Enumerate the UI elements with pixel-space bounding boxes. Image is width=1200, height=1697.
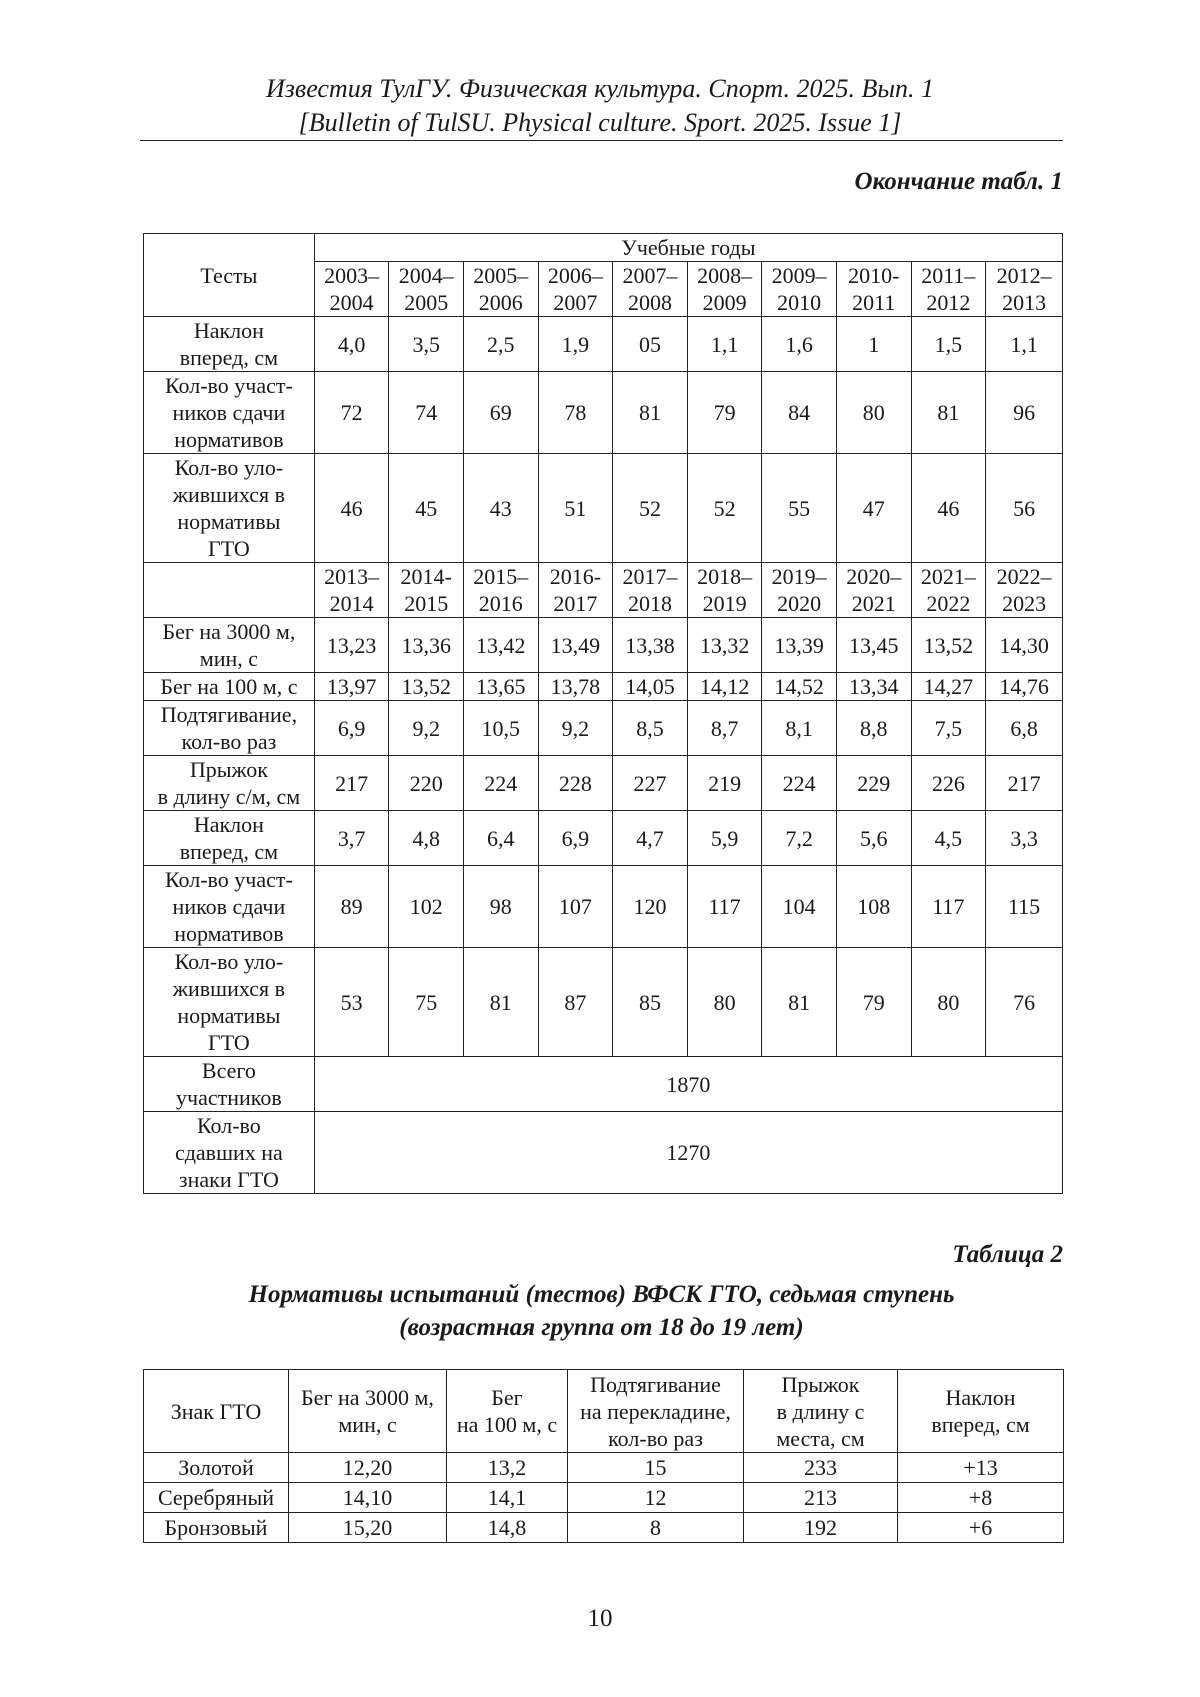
total-label-cell bbox=[144, 1057, 315, 1112]
column-header-cell bbox=[447, 1370, 568, 1453]
year-label: 2014 bbox=[329, 591, 374, 616]
value-cell: 229 bbox=[836, 756, 911, 811]
row-label-line: ников сдачи bbox=[172, 400, 286, 425]
column-header-line: вперед, см bbox=[931, 1412, 1030, 1437]
year-label: 2005– bbox=[473, 263, 529, 288]
table-row bbox=[144, 1483, 1064, 1513]
value-cell: 227 bbox=[613, 756, 688, 811]
row-label-line: Всего bbox=[201, 1058, 256, 1083]
year-label: 2013– bbox=[324, 564, 380, 589]
value-cell: 9,2 bbox=[389, 701, 464, 756]
year-label: 2005 bbox=[404, 290, 449, 315]
value-cell: 81 bbox=[463, 948, 538, 1057]
value-cell: 8,5 bbox=[613, 701, 688, 756]
year-label: 2011– bbox=[921, 263, 976, 288]
value-cell: 6,4 bbox=[463, 811, 538, 866]
value-cell: 84 bbox=[762, 372, 837, 454]
year-cell bbox=[687, 262, 762, 317]
value-cell: 4,7 bbox=[613, 811, 688, 866]
running-header-line-1: Известия ТулГУ. Физическая культура. Спорт. 2025. Вып. 1 bbox=[265, 74, 934, 103]
value-cell: 89 bbox=[314, 866, 389, 948]
year-label: 2017 bbox=[553, 591, 598, 616]
table-row bbox=[144, 372, 1063, 454]
value-cell: 78 bbox=[538, 372, 613, 454]
row-label-line: вперед, см bbox=[179, 839, 279, 864]
total-row bbox=[144, 1057, 1063, 1112]
value-cell: 12 bbox=[568, 1483, 744, 1513]
year-label: 2019 bbox=[702, 591, 747, 616]
value-cell: 1,1 bbox=[687, 317, 762, 372]
year-cell bbox=[463, 262, 538, 317]
row-label-line: Прыжок bbox=[189, 757, 268, 782]
value-cell: 13,49 bbox=[538, 618, 613, 673]
norms-table bbox=[143, 1369, 1064, 1543]
year-label: 2007 bbox=[553, 290, 598, 315]
year-label: 2015 bbox=[404, 591, 449, 616]
value-cell: 14,12 bbox=[687, 673, 762, 701]
value-cell: 13,52 bbox=[911, 618, 986, 673]
column-header-line: Бег на 3000 м, bbox=[301, 1385, 434, 1410]
row-label-line: нормативы bbox=[177, 1003, 281, 1028]
value-cell: 81 bbox=[762, 948, 837, 1057]
year-cell bbox=[463, 563, 538, 618]
value-cell: 52 bbox=[613, 454, 688, 563]
row-label-line: вперед, см bbox=[179, 345, 279, 370]
value-cell: 74 bbox=[389, 372, 464, 454]
year-label: 2022– bbox=[996, 564, 1052, 589]
row-label-cell bbox=[144, 701, 315, 756]
value-cell: 8,1 bbox=[762, 701, 837, 756]
value-cell: 51 bbox=[538, 454, 613, 563]
table-header-row bbox=[144, 1370, 1064, 1453]
value-cell: 53 bbox=[314, 948, 389, 1057]
value-cell: 117 bbox=[911, 866, 986, 948]
value-cell: 98 bbox=[463, 866, 538, 948]
row-label-line: нормативов bbox=[174, 921, 284, 946]
year-label: 2012 bbox=[926, 290, 971, 315]
year-label: 2008 bbox=[627, 290, 672, 315]
row-label-line: сдавших на bbox=[174, 1140, 283, 1165]
column-header-cell bbox=[898, 1370, 1064, 1453]
row-label-line: ГТО bbox=[208, 1030, 250, 1055]
value-cell: 13,36 bbox=[389, 618, 464, 673]
value-cell: 13,39 bbox=[762, 618, 837, 673]
value-cell: 3,3 bbox=[986, 811, 1063, 866]
value-cell: 13,65 bbox=[463, 673, 538, 701]
value-cell: 120 bbox=[613, 866, 688, 948]
value-cell: 108 bbox=[836, 866, 911, 948]
value-cell: 5,9 bbox=[687, 811, 762, 866]
table-row bbox=[144, 756, 1063, 811]
page-number: 10 bbox=[587, 1605, 613, 1632]
value-cell: 14,27 bbox=[911, 673, 986, 701]
row-label-cell bbox=[144, 756, 315, 811]
row-label-line: Кол-во bbox=[196, 1113, 261, 1138]
table-row bbox=[144, 317, 1063, 372]
value-cell: 10,5 bbox=[463, 701, 538, 756]
value-cell: 45 bbox=[389, 454, 464, 563]
table-row bbox=[144, 1453, 1064, 1483]
value-cell: 2,5 bbox=[463, 317, 538, 372]
year-cell bbox=[986, 563, 1063, 618]
row-label-line: ГТО bbox=[208, 536, 250, 561]
value-cell: 233 bbox=[744, 1453, 898, 1483]
value-cell: 224 bbox=[762, 756, 837, 811]
value-cell: 14,1 bbox=[447, 1483, 568, 1513]
year-cell bbox=[314, 563, 389, 618]
row-label-line: жившихся в bbox=[172, 482, 285, 507]
year-label: 2022 bbox=[926, 591, 971, 616]
value-cell: 8,7 bbox=[687, 701, 762, 756]
value-cell: 79 bbox=[836, 948, 911, 1057]
year-label: 2023 bbox=[1002, 591, 1047, 616]
year-cell bbox=[389, 563, 464, 618]
total-value-cell: 1270 bbox=[314, 1112, 1062, 1194]
year-cell bbox=[613, 563, 688, 618]
year-cell bbox=[836, 262, 911, 317]
year-label: 2018 bbox=[627, 591, 672, 616]
row-label-cell bbox=[144, 618, 315, 673]
row-label-line: Кол-во участ- bbox=[164, 373, 293, 398]
table-row bbox=[144, 701, 1063, 756]
value-cell: +8 bbox=[898, 1483, 1064, 1513]
value-cell: 85 bbox=[613, 948, 688, 1057]
column-header-line: Наклон bbox=[945, 1385, 1016, 1410]
row-label-line: нормативов bbox=[174, 427, 284, 452]
year-label: 2010- bbox=[848, 263, 900, 288]
value-cell: +13 bbox=[898, 1453, 1064, 1483]
header-rule bbox=[140, 140, 1063, 141]
year-label: 2003– bbox=[324, 263, 380, 288]
year-cell bbox=[613, 262, 688, 317]
value-cell: 102 bbox=[389, 866, 464, 948]
row-label-line: нормативы bbox=[177, 509, 281, 534]
value-cell: 13,97 bbox=[314, 673, 389, 701]
years-row bbox=[144, 563, 1063, 618]
year-cell bbox=[911, 563, 986, 618]
year-label: 2018– bbox=[697, 564, 753, 589]
year-cell bbox=[762, 262, 837, 317]
table2-title-line-1: Нормативы испытаний (тестов) ВФСК ГТО, седьмая ступень bbox=[248, 1281, 955, 1308]
year-label: 2015– bbox=[473, 564, 529, 589]
value-cell: 69 bbox=[463, 372, 538, 454]
value-cell: 213 bbox=[744, 1483, 898, 1513]
value-cell: 3,7 bbox=[314, 811, 389, 866]
value-cell: 7,2 bbox=[762, 811, 837, 866]
value-cell: 220 bbox=[389, 756, 464, 811]
row-label-line: мин, с bbox=[199, 646, 259, 671]
table-row bbox=[144, 866, 1063, 948]
table-header-row bbox=[144, 234, 1063, 262]
value-cell: 81 bbox=[911, 372, 986, 454]
value-cell: 192 bbox=[744, 1513, 898, 1543]
column-header-cell bbox=[568, 1370, 744, 1453]
year-cell bbox=[986, 262, 1063, 317]
column-header-line: Бег bbox=[491, 1385, 523, 1410]
year-label: 2006– bbox=[547, 263, 603, 288]
value-cell: 52 bbox=[687, 454, 762, 563]
year-label: 2020– bbox=[846, 564, 902, 589]
table2-title-line-2: (возрастная группа от 18 до 19 лет) bbox=[399, 1314, 804, 1341]
value-cell: 15,20 bbox=[289, 1513, 447, 1543]
value-cell: 13,78 bbox=[538, 673, 613, 701]
value-cell: 3,5 bbox=[389, 317, 464, 372]
value-cell: 228 bbox=[538, 756, 613, 811]
column-header-cell bbox=[744, 1370, 898, 1453]
table-row bbox=[144, 454, 1063, 563]
column-header-line: Прыжок bbox=[781, 1371, 860, 1397]
value-cell: 5,6 bbox=[836, 811, 911, 866]
year-label: 2013 bbox=[1002, 290, 1047, 315]
table-row bbox=[144, 811, 1063, 866]
value-cell: 72 bbox=[314, 372, 389, 454]
years-header-cell: Учебные годы bbox=[314, 234, 1062, 262]
value-cell: 81 bbox=[613, 372, 688, 454]
value-cell: 47 bbox=[836, 454, 911, 563]
value-cell: 13,52 bbox=[389, 673, 464, 701]
row-label-line: Бег на 100 м, с bbox=[160, 674, 298, 699]
value-cell: 8,8 bbox=[836, 701, 911, 756]
year-label: 2012– bbox=[996, 263, 1052, 288]
value-cell: 13,34 bbox=[836, 673, 911, 701]
value-cell: 13,45 bbox=[836, 618, 911, 673]
table1-caption: Окончание табл. 1 bbox=[854, 168, 1063, 195]
column-header-cell bbox=[289, 1370, 447, 1453]
column-header-line: на 100 м, с bbox=[456, 1412, 558, 1437]
year-cell bbox=[314, 262, 389, 317]
table2-title bbox=[140, 1278, 1063, 1344]
year-label: 2006 bbox=[478, 290, 523, 315]
year-label: 2021– bbox=[920, 564, 976, 589]
value-cell: 56 bbox=[986, 454, 1063, 563]
total-label-cell bbox=[144, 1112, 315, 1194]
row-label-line: ников сдачи bbox=[172, 894, 286, 919]
year-label: 2014- bbox=[400, 564, 452, 589]
table-row bbox=[144, 618, 1063, 673]
value-cell: 117 bbox=[687, 866, 762, 948]
year-cell bbox=[911, 262, 986, 317]
value-cell: 14,8 bbox=[447, 1513, 568, 1543]
year-label: 2020 bbox=[777, 591, 822, 616]
value-cell: 14,10 bbox=[289, 1483, 447, 1513]
year-label: 2016- bbox=[549, 564, 602, 589]
row-label-cell bbox=[144, 454, 315, 563]
row-label-line: Бег на 3000 м, bbox=[162, 619, 296, 644]
value-cell: 1 bbox=[836, 317, 911, 372]
year-cell bbox=[687, 563, 762, 618]
total-row bbox=[144, 1112, 1063, 1194]
value-cell: 6,9 bbox=[314, 701, 389, 756]
year-label: 2007– bbox=[622, 263, 678, 288]
value-cell: 96 bbox=[986, 372, 1063, 454]
value-cell: 12,20 bbox=[289, 1453, 447, 1483]
value-cell: 226 bbox=[911, 756, 986, 811]
value-cell: 14,76 bbox=[986, 673, 1063, 701]
year-label: 2008– bbox=[697, 263, 753, 288]
row-label-line: Подтягивание, bbox=[160, 702, 298, 727]
value-cell: 217 bbox=[986, 756, 1063, 811]
value-cell: 115 bbox=[986, 866, 1063, 948]
value-cell: 1,9 bbox=[538, 317, 613, 372]
badge-name-cell: Золотой bbox=[144, 1453, 289, 1483]
value-cell: 107 bbox=[538, 866, 613, 948]
value-cell: 1,5 bbox=[911, 317, 986, 372]
running-header bbox=[140, 72, 1060, 140]
year-cell bbox=[836, 563, 911, 618]
value-cell: 217 bbox=[314, 756, 389, 811]
row-label-line: в длину с/м, см bbox=[157, 784, 301, 809]
year-label: 2004– bbox=[398, 263, 454, 288]
year-cell bbox=[538, 563, 613, 618]
table-row bbox=[144, 1513, 1064, 1543]
year-label: 2009– bbox=[771, 263, 827, 288]
value-cell: 8 bbox=[568, 1513, 744, 1543]
value-cell: 13,38 bbox=[613, 618, 688, 673]
column-header-line: места, см bbox=[776, 1425, 865, 1451]
year-cell bbox=[389, 262, 464, 317]
column-header-line: мин, с bbox=[338, 1412, 397, 1437]
row-label-cell bbox=[144, 948, 315, 1057]
value-cell: 6,8 bbox=[986, 701, 1063, 756]
running-header-line-2: [Bulletin of TulSU. Physical culture. Sport. 2025. Issue 1] bbox=[298, 108, 902, 137]
value-cell: 43 bbox=[463, 454, 538, 563]
value-cell: 1,1 bbox=[986, 317, 1063, 372]
value-cell: 05 bbox=[613, 317, 688, 372]
value-cell: 14,30 bbox=[986, 618, 1063, 673]
value-cell: 14,05 bbox=[613, 673, 688, 701]
value-cell: 104 bbox=[762, 866, 837, 948]
value-cell: 75 bbox=[389, 948, 464, 1057]
value-cell: 87 bbox=[538, 948, 613, 1057]
value-cell: 79 bbox=[687, 372, 762, 454]
empty-label-cell bbox=[144, 563, 315, 618]
year-cell bbox=[538, 262, 613, 317]
badge-name-cell: Серебряный bbox=[144, 1483, 289, 1513]
badge-name-cell: Бронзовый bbox=[144, 1513, 289, 1543]
value-cell: 9,2 bbox=[538, 701, 613, 756]
column-header-line: Подтягивание bbox=[590, 1371, 721, 1397]
year-label: 2010 bbox=[777, 290, 822, 315]
year-label: 2019– bbox=[771, 564, 827, 589]
year-label: 2011 bbox=[852, 290, 896, 315]
value-cell: 14,52 bbox=[762, 673, 837, 701]
value-cell: 80 bbox=[911, 948, 986, 1057]
value-cell: 15 bbox=[568, 1453, 744, 1483]
value-cell: 80 bbox=[836, 372, 911, 454]
row-label-cell bbox=[144, 673, 315, 701]
total-value-cell: 1870 bbox=[314, 1057, 1062, 1112]
row-label-line: жившихся в bbox=[172, 976, 285, 1001]
value-cell: 7,5 bbox=[911, 701, 986, 756]
value-cell: 55 bbox=[762, 454, 837, 563]
value-cell: 13,2 bbox=[447, 1453, 568, 1483]
row-label-line: Кол-во участ- bbox=[164, 867, 293, 892]
value-cell: 4,5 bbox=[911, 811, 986, 866]
row-label-line: Кол-во уло- bbox=[174, 949, 284, 974]
row-label-line: Наклон bbox=[193, 812, 264, 837]
year-label: 2009 bbox=[702, 290, 747, 315]
value-cell: 4,8 bbox=[389, 811, 464, 866]
value-cell: 224 bbox=[463, 756, 538, 811]
table-row bbox=[144, 948, 1063, 1057]
value-cell: +6 bbox=[898, 1513, 1064, 1543]
value-cell: 1,6 bbox=[762, 317, 837, 372]
column-header-line: на перекладине, bbox=[580, 1398, 731, 1424]
row-label-line: знаки ГТО bbox=[178, 1167, 279, 1192]
column-header-line: Знак ГТО bbox=[170, 1398, 262, 1424]
year-label: 2016 bbox=[478, 591, 523, 616]
row-label-cell bbox=[144, 811, 315, 866]
value-cell: 4,0 bbox=[314, 317, 389, 372]
value-cell: 76 bbox=[986, 948, 1063, 1057]
table-row bbox=[144, 673, 1063, 701]
row-label-line: Кол-во уло- bbox=[174, 455, 284, 480]
row-label-cell bbox=[144, 866, 315, 948]
results-table bbox=[143, 233, 1063, 1194]
year-cell bbox=[762, 563, 837, 618]
table2-caption: Таблица 2 bbox=[952, 1241, 1063, 1268]
row-label-cell bbox=[144, 372, 315, 454]
row-label-cell bbox=[144, 317, 315, 372]
row-label-line: участников bbox=[176, 1085, 282, 1110]
year-label: 2004 bbox=[329, 290, 374, 315]
tests-header-cell: Тесты bbox=[144, 234, 315, 317]
value-cell: 6,9 bbox=[538, 811, 613, 866]
value-cell: 219 bbox=[687, 756, 762, 811]
column-header-line: в длину с bbox=[776, 1398, 865, 1424]
year-label: 2021 bbox=[851, 591, 896, 616]
year-label: 2017– bbox=[622, 564, 678, 589]
value-cell: 13,42 bbox=[463, 618, 538, 673]
column-header-line: кол-во раз bbox=[608, 1425, 703, 1451]
row-label-line: Наклон bbox=[193, 318, 264, 343]
value-cell: 46 bbox=[314, 454, 389, 563]
column-header-cell bbox=[144, 1370, 289, 1453]
row-label-line: кол-во раз bbox=[181, 729, 277, 754]
value-cell: 80 bbox=[687, 948, 762, 1057]
value-cell: 13,32 bbox=[687, 618, 762, 673]
value-cell: 46 bbox=[911, 454, 986, 563]
value-cell: 13,23 bbox=[314, 618, 389, 673]
